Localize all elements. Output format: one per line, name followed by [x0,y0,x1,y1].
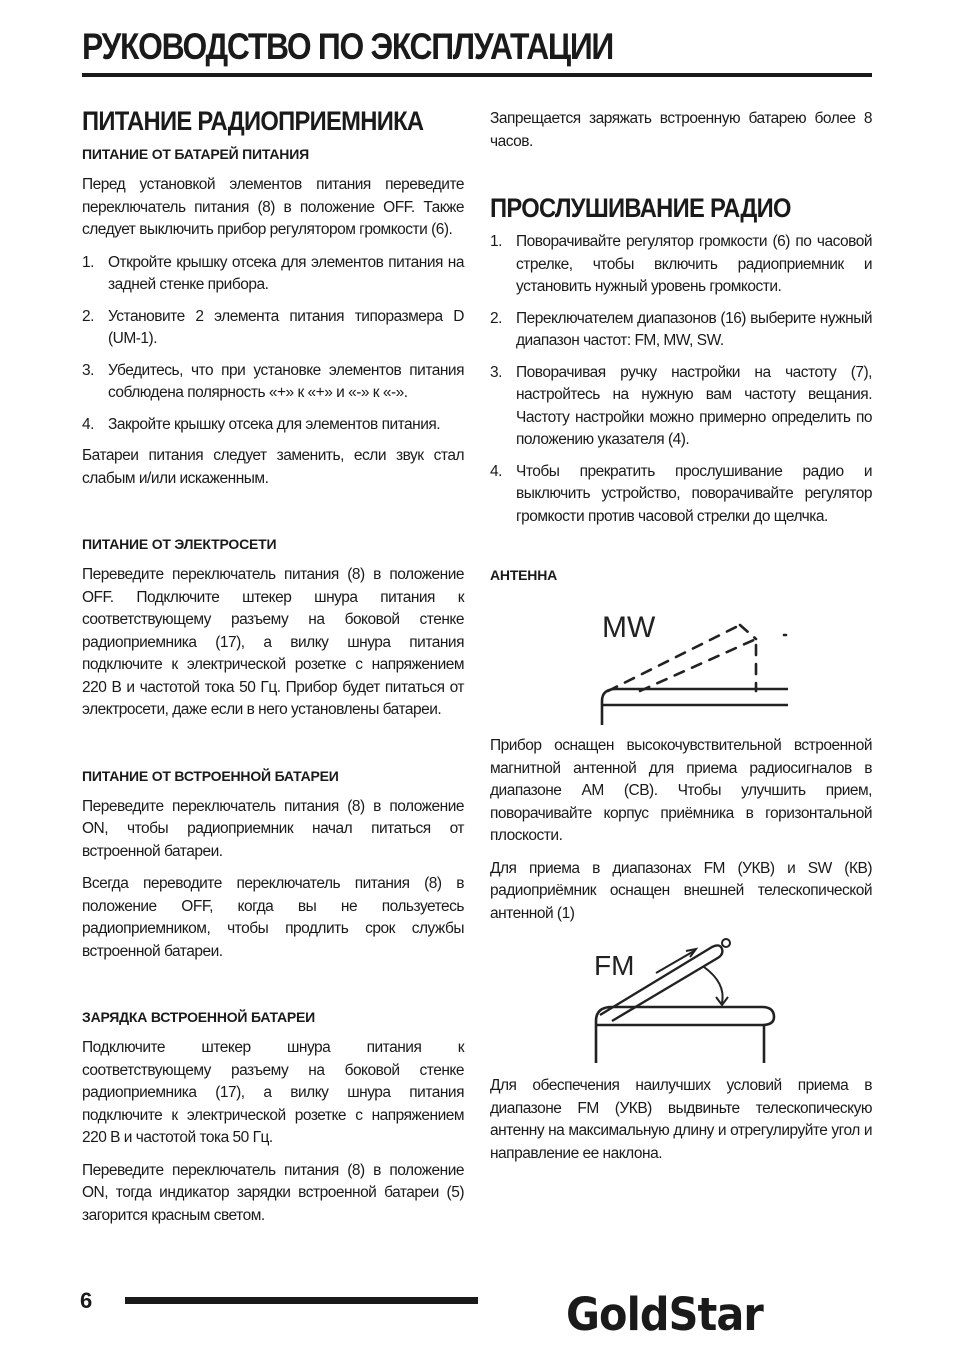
list-item [490,308,872,353]
step-number: 3. [490,363,502,381]
listening-heading: ПРОСЛУШИВАНИЕ РАДИО [490,193,791,223]
charging-subheading: ЗАРЯДКА ВСТРОЕННОЙ БАТАРЕИ [82,1009,316,1025]
batteries-intro: Перед установкой элементов питания переведите переключатель питания (8) в положение OFF. Также следует выключить прибор регулятором громкости (6). [82,176,464,238]
list-item [490,362,872,452]
mains-text: Переведите переключатель питания (8) в положение OFF. Подключите штекер шнура питания к соответствующему разъему на боковой стенке радиоприемника (17), а вилку шнура питания подключите к электрической розетке с напряжением 220 В и частотой тока 50 Гц. Прибор будет питаться от электросети, даже если в него установлены батареи. [82,566,464,718]
radio-body-icon [602,689,788,725]
title-rule [82,73,872,77]
charging-text-1: Подключите штекер шнура питания к соответствующему разъему на боковой стенке радиоприемника (17), а вилку шнура питания подключите к электрической розетке с напряжением 220 В и частотой тока 50 Гц. [82,1039,464,1146]
step-number: 4. [82,415,94,433]
step-number: 4. [490,462,502,480]
batteries-subheading: ПИТАНИЕ ОТ БАТАРЕЙ ПИТАНИЯ [82,146,309,162]
builtin-text-1: Переведите переключатель питания (8) в положение ON, чтобы радиоприемник начал питаться от встроенной батареи. [82,797,464,860]
antenna-subheading: АНТЕННА [490,567,558,583]
antenna-tip-icon [722,939,730,947]
signal-line-icon [740,625,756,639]
builtin-text-2: Всегда переводите переключатель питания (8) в положение OFF, когда вы не пользуетесь радиоприемником, чтобы продлить срок службы встроенной батареи. [82,875,464,960]
right-column [490,104,872,1175]
step-text: Чтобы прекратить прослушивание радио и выключить устройство, поворачивайте регулятор громкости против часовой стрелки до щелчка. [516,462,872,525]
step-text: Убедитесь, что при установке элементов питания соблюдена полярность «+» к «+» и «-» к «-». [108,361,464,401]
antenna-text-2: Для приема в диапазонах FM (УКВ) и SW (КВ) радиоприёмник оснащен внешней телескопической антенной (1) [490,859,872,922]
left-column [82,104,464,1237]
builtin-subheading: ПИТАНИЕ ОТ ВСТРОЕННОЙ БАТАРЕИ [82,767,339,784]
page-title: РУКОВОДСТВО ПО ЭКСПЛУАТАЦИИ [82,26,614,67]
list-item [490,461,872,529]
mw-antenna-figure [490,595,872,725]
charge-warning: Запрещается заряжать встроенную батарею более 8 часов. [490,110,872,150]
list-item [490,231,872,299]
step-number: 2. [82,307,94,325]
fm-antenna-figure [490,935,872,1065]
batteries-note: Батареи питания следует заменить, если звук стал слабым и/или искаженным. [82,447,464,487]
antenna-text-3: Для обеспечения наилучших условий приема в диапазоне FM (УКВ) выдвиньте телескопическую антенну на максимальную длину и отрегулируйте угол и направление ее наклона. [490,1077,872,1162]
mw-label: MW [602,611,656,644]
step-number: 3. [82,361,94,379]
list-item [82,414,464,437]
step-text: Поворачивайте регулятор громкости (6) по часовой стрелке, чтобы включить радиоприемник и установить нужный уровень громкости. [516,233,872,295]
step-number: 1. [82,253,94,271]
step-text: Переключателем диапазонов (16) выберите нужный диапазон частот: FM, MW, SW. [516,309,872,349]
batteries-steps [82,252,464,437]
footer-rule [125,1297,478,1304]
step-number: 2. [490,309,502,327]
brand-logo: GoldStar [566,1288,763,1341]
step-text: Установите 2 элемента питания типоразмера D (UM-1). [108,307,464,347]
list-item [82,360,464,405]
page-number: 6 [80,1288,93,1313]
power-heading: ПИТАНИЕ РАДИОПРИЕМНИКА [82,106,424,136]
charging-text-2: Переведите переключатель питания (8) в положение ON, тогда индикатор зарядки встроенной батареи (5) загорится красным светом. [82,1161,464,1224]
tilt-arrow-icon [704,967,723,1003]
antenna-text-1: Прибор оснащен высокочувствительной встроенной магнитной антенной для приема радиосигналов в диапазоне AM (СВ). Чтобы улучшить прием, поворачивайте корпус приёмника в горизонтальной плоскости. [490,737,872,844]
mains-subheading: ПИТАНИЕ ОТ ЭЛЕКТРОСЕТИ [82,536,277,552]
list-item [82,252,464,297]
step-text: Закройте крышку отсека для элементов питания. [108,415,441,433]
step-text: Поворачивая ручку настройки на частоту (7), настройтесь на нужную вам частоту вещания. Частоту настройки можно примерно определить по положению указателя (4). [516,363,872,448]
step-number: 1. [490,233,502,250]
step-text: Откройте крышку отсека для элементов питания на задней стенке прибора. [108,253,464,293]
listening-steps [490,231,872,528]
fm-label: FM [594,950,635,981]
list-item [82,306,464,351]
